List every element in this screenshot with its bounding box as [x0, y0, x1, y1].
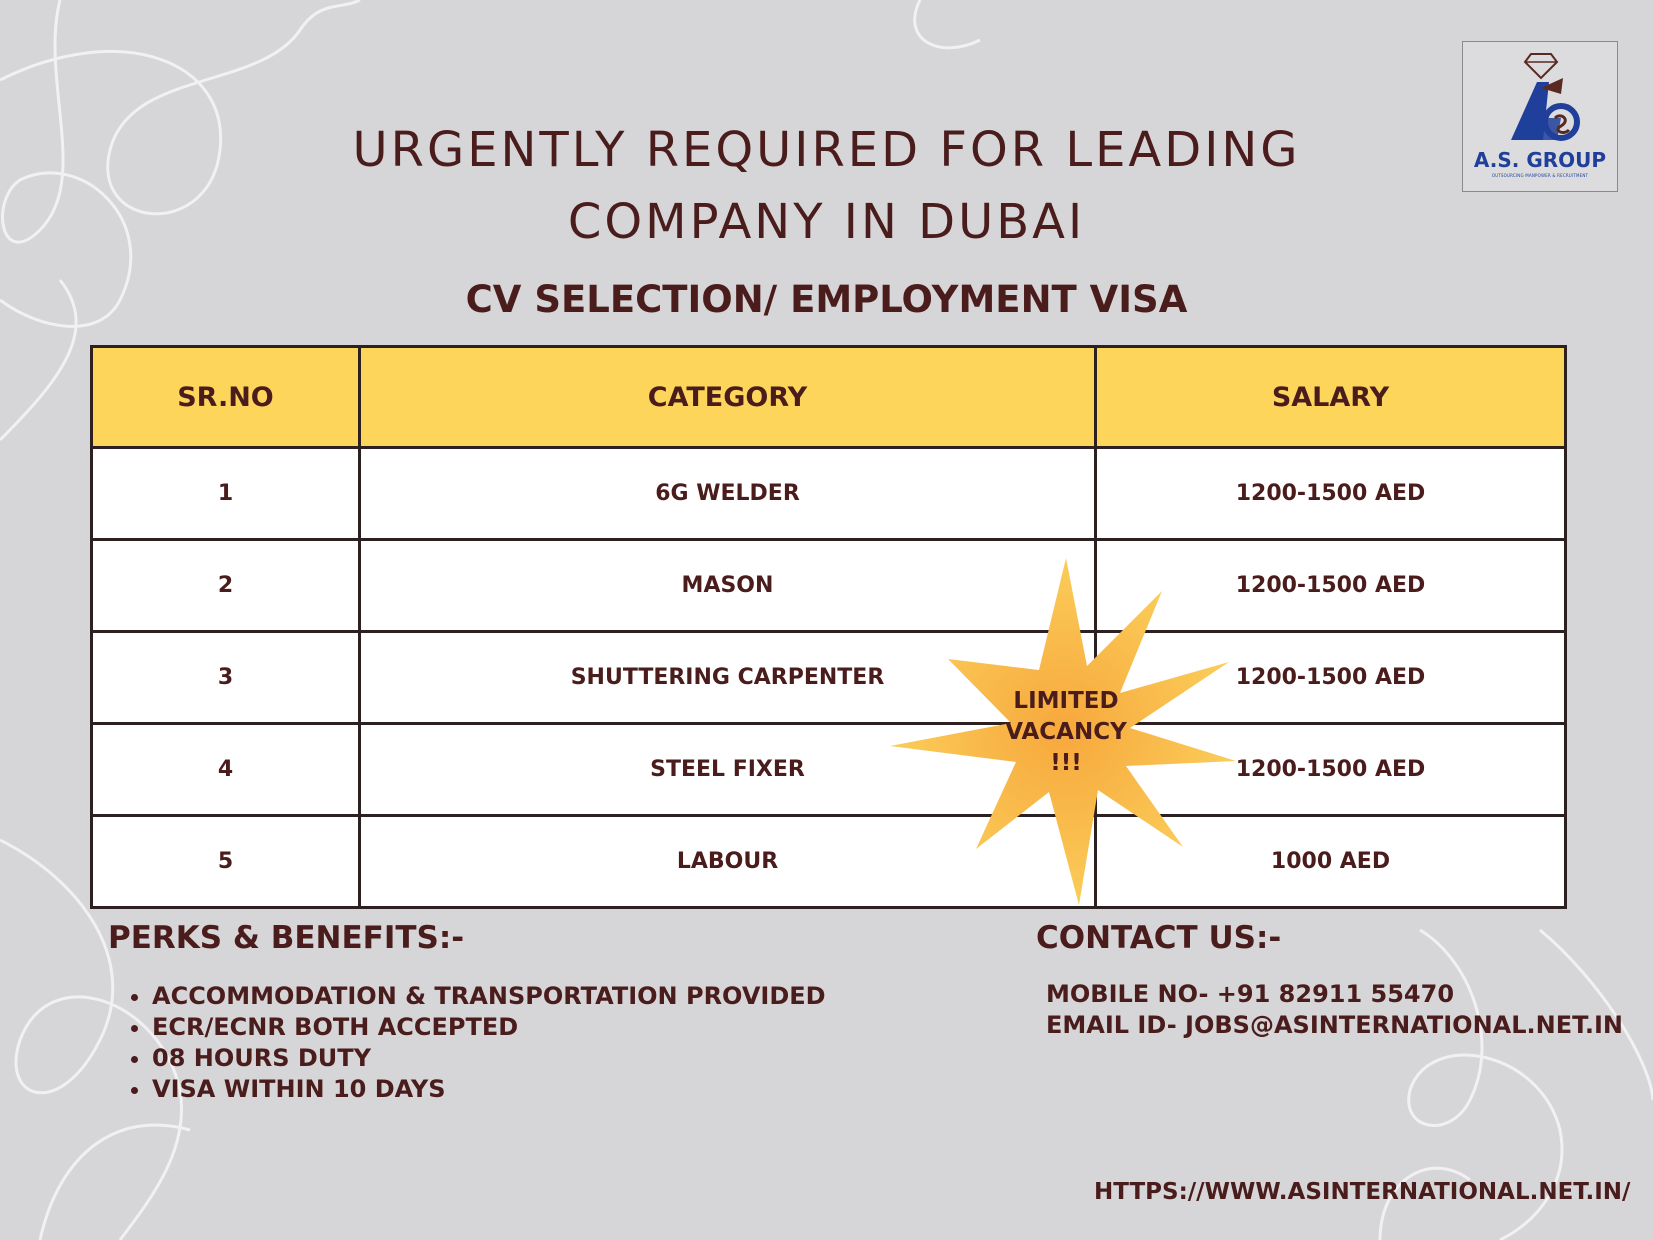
header-category: CATEGORY	[360, 347, 1096, 448]
jobs-table	[90, 345, 1567, 909]
logo-text: A.S. GROUP	[1473, 148, 1607, 172]
header-sr-no: SR.NO	[92, 347, 360, 448]
contact-title: CONTACT US:-	[1036, 920, 1282, 956]
contact-email[interactable]: EMAIL ID- JOBS@ASINTERNATIONAL.NET.IN	[1046, 1011, 1623, 1039]
cell-category: 6G WELDER	[360, 448, 1096, 540]
company-logo	[1462, 41, 1618, 192]
header-salary: SALARY	[1096, 347, 1566, 448]
table-row	[92, 816, 1566, 908]
cell-sr-no: 3	[92, 632, 360, 724]
list-item: • 08 HOURS DUTY	[152, 1043, 826, 1074]
cell-sr-no: 5	[92, 816, 360, 908]
list-item: • VISA WITHIN 10 DAYS	[152, 1074, 826, 1105]
list-item: • ECR/ECNR BOTH ACCEPTED	[152, 1012, 826, 1043]
cell-salary: 1200-1500 AED	[1096, 540, 1566, 632]
cell-category: STEEL FIXER	[360, 724, 1096, 816]
cell-sr-no: 1	[92, 448, 360, 540]
headline-line-2: COMPANY IN DUBAI	[567, 194, 1086, 250]
perks-list	[120, 981, 826, 1105]
table-row	[92, 724, 1566, 816]
cell-sr-no: 2	[92, 540, 360, 632]
cell-category: MASON	[360, 540, 1096, 632]
badge-line-1: LIMITED	[1013, 688, 1119, 714]
table-row	[92, 540, 1566, 632]
perks-title: PERKS & BENEFITS:-	[108, 920, 465, 956]
headline-line-1: URGENTLY REQUIRED FOR LEADING	[352, 122, 1301, 178]
cell-sr-no: 4	[92, 724, 360, 816]
badge-line-2: VACANCY	[1005, 719, 1127, 745]
table-row	[92, 448, 1566, 540]
table-row	[92, 632, 1566, 724]
contact-mobile[interactable]: MOBILE NO- +91 82911 55470	[1046, 980, 1455, 1008]
cell-salary: 1000 AED	[1096, 816, 1566, 908]
logo-tagline: OUTSOURCING MANPOWER & RECRUITMENT	[1491, 173, 1589, 178]
cell-salary: 1200-1500 AED	[1096, 724, 1566, 816]
cell-salary: 1200-1500 AED	[1096, 632, 1566, 724]
limited-vacancy-badge	[966, 686, 1166, 779]
logo-emblem-icon	[1491, 48, 1591, 148]
list-item: • ACCOMMODATION & TRANSPORTATION PROVIDED	[152, 981, 826, 1012]
badge-line-3: !!!	[1050, 750, 1082, 776]
table-header-row	[92, 347, 1566, 448]
cell-category: SHUTTERING CARPENTER	[360, 632, 1096, 724]
subheading: CV SELECTION/ EMPLOYMENT VISA	[465, 278, 1188, 321]
website-link[interactable]: HTTPS://WWW.ASINTERNATIONAL.NET.IN/	[1094, 1179, 1631, 1205]
cell-salary: 1200-1500 AED	[1096, 448, 1566, 540]
cell-category: LABOUR	[360, 816, 1096, 908]
